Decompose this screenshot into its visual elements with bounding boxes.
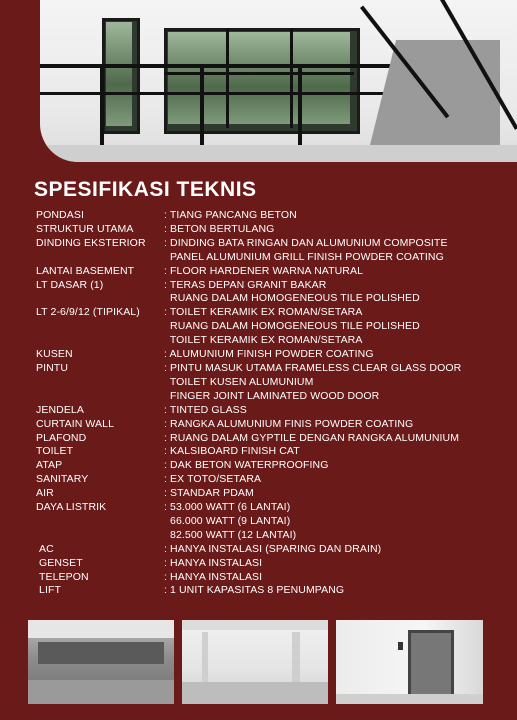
spec-value (164, 459, 506, 473)
spec-value-line: RUANG DALAM HOMOGENEOUS TILE POLISHED (164, 292, 420, 305)
spec-label: CURTAIN WALL (36, 417, 115, 430)
spec-value-line: : PINTU MASUK UTAMA FRAMELESS CLEAR GLASS DOOR (164, 361, 462, 374)
spec-label: PONDASI (36, 209, 84, 221)
spec-value (164, 445, 506, 459)
spec-label: TELEPON (39, 570, 89, 583)
spec-row (36, 348, 506, 362)
spec-value (164, 306, 506, 348)
handrail (40, 64, 400, 68)
spec-value-line: : TERAS DEPAN GRANIT BAKAR (164, 278, 327, 291)
spec-value-line: : TIANG PANCANG BETON (164, 209, 297, 221)
spec-label: STRUKTUR UTAMA (36, 222, 134, 235)
spec-label: TOILET (36, 445, 74, 458)
spec-value-line: : 1 UNIT KAPASITAS 8 PENUMPANG (164, 584, 345, 597)
spec-value (164, 348, 506, 362)
mullion (290, 28, 293, 128)
spec-value-line: : HANYA INSTALASI (164, 556, 263, 569)
spec-value-line: : BETON BERTULANG (164, 222, 275, 235)
spec-label: LT DASAR (1) (36, 278, 104, 291)
spec-value-line: TOILET KERAMIK EX ROMAN/SETARA (164, 334, 363, 347)
spec-label: GENSET (39, 556, 83, 569)
spec-label: DAYA LISTRIK (36, 501, 107, 514)
spec-value (164, 362, 506, 404)
spec-value-line: : RUANG DALAM GYPTILE DENGAN RANGKA ALUMUNIUM (164, 431, 460, 444)
spec-row (36, 306, 506, 348)
spec-row (36, 487, 506, 501)
staircase (370, 40, 500, 145)
spec-value-line: : KALSIBOARD FINISH CAT (164, 445, 300, 458)
spec-label: AIR (36, 487, 54, 500)
spec-value (164, 432, 506, 446)
spec-value (164, 265, 506, 279)
spec-row (36, 209, 506, 223)
photo-basement (28, 620, 174, 704)
spec-label: SANITARY (36, 473, 89, 486)
spec-row (36, 223, 506, 237)
spec-label: KUSEN (36, 348, 73, 361)
spec-row (36, 459, 506, 473)
spec-label: ATAP (36, 459, 63, 472)
spec-value-line: TOILET KUSEN ALUMUNIUM (164, 375, 314, 388)
railing-post (298, 64, 302, 152)
window-glass-left (106, 22, 132, 126)
spec-value-line: 82.500 WATT (12 LANTAI) (164, 528, 297, 541)
spec-value-line: FINGER JOINT LAMINATED WOOD DOOR (164, 389, 380, 402)
spec-value (164, 543, 506, 557)
spec-row (36, 432, 506, 446)
photo-office-floor (182, 620, 328, 704)
spec-value-line: : 53.000 WATT (6 LANTAI) (164, 501, 291, 514)
spec-value-line: : RANGKA ALUMUNIUM FINIS POWDER COATING (164, 417, 414, 430)
spec-label: PINTU (36, 361, 68, 374)
spec-value (164, 279, 506, 307)
spec-value-line: 66.000 WATT (9 LANTAI) (164, 514, 291, 527)
spec-row (36, 557, 506, 571)
spec-row (36, 584, 506, 598)
spec-label: LIFT (39, 584, 61, 597)
handrail-lower (40, 92, 400, 95)
spec-row (36, 404, 506, 418)
spec-value-line: : HANYA INSTALASI (SPARING DAN DRAIN) (164, 542, 382, 555)
spec-value-line: : ALUMUNIUM FINISH POWDER COATING (164, 348, 374, 361)
window-glass-center (168, 32, 350, 124)
railing-post (100, 64, 104, 152)
spec-label: PLAFOND (36, 431, 87, 444)
spec-value-line: : FLOOR HARDENER WARNA NATURAL (164, 264, 364, 277)
spec-value (164, 487, 506, 501)
spec-value (164, 473, 506, 487)
page-title: SPESIFIKASI TEKNIS (34, 178, 257, 201)
spec-row (36, 418, 506, 432)
spec-value-line: : STANDAR PDAM (164, 487, 254, 500)
spec-label: JENDELA (36, 403, 84, 416)
spec-list (36, 209, 506, 598)
spec-label: LANTAI BASEMENT (36, 264, 135, 277)
spec-value-line: : TOILET KERAMIK EX ROMAN/SETARA (164, 306, 363, 319)
spec-value (164, 223, 506, 237)
floor (40, 145, 517, 162)
spec-value-line: : EX TOTO/SETARA (164, 473, 262, 486)
spec-value (164, 557, 506, 571)
hero-photo (40, 0, 517, 162)
spec-row (36, 473, 506, 487)
spec-value (164, 584, 506, 598)
mullion (226, 28, 229, 128)
spec-row (36, 445, 506, 459)
spec-value (164, 418, 506, 432)
spec-value-line: PANEL ALUMUNIUM GRILL FINISH POWDER COATING (164, 250, 444, 263)
spec-row (36, 501, 506, 543)
spec-value (164, 571, 506, 585)
transom (164, 72, 354, 75)
spec-row (36, 543, 506, 557)
spec-value (164, 237, 506, 265)
spec-row (36, 279, 506, 307)
spec-value (164, 209, 506, 223)
spec-value-line: : DAK BETON WATERPROOFING (164, 459, 329, 472)
spec-label: AC (39, 542, 54, 555)
spec-value-line: RUANG DALAM HOMOGENEOUS TILE POLISHED (164, 320, 420, 333)
spec-row (36, 237, 506, 265)
spec-value (164, 404, 506, 418)
spec-row (36, 362, 506, 404)
spec-row (36, 265, 506, 279)
spec-value (164, 501, 506, 543)
spec-value-line: : TINTED GLASS (164, 403, 247, 416)
spec-row (36, 571, 506, 585)
spec-label: LT 2-6/9/12 (TIPIKAL) (36, 306, 140, 319)
railing-post (200, 64, 204, 152)
photo-lift-lobby (336, 620, 483, 704)
spec-value-line: : DINDING BATA RINGAN DAN ALUMUNIUM COMPOSITE (164, 236, 448, 249)
spec-label: DINDING EKSTERIOR (36, 236, 146, 249)
spec-value-line: : HANYA INSTALASI (164, 570, 263, 583)
